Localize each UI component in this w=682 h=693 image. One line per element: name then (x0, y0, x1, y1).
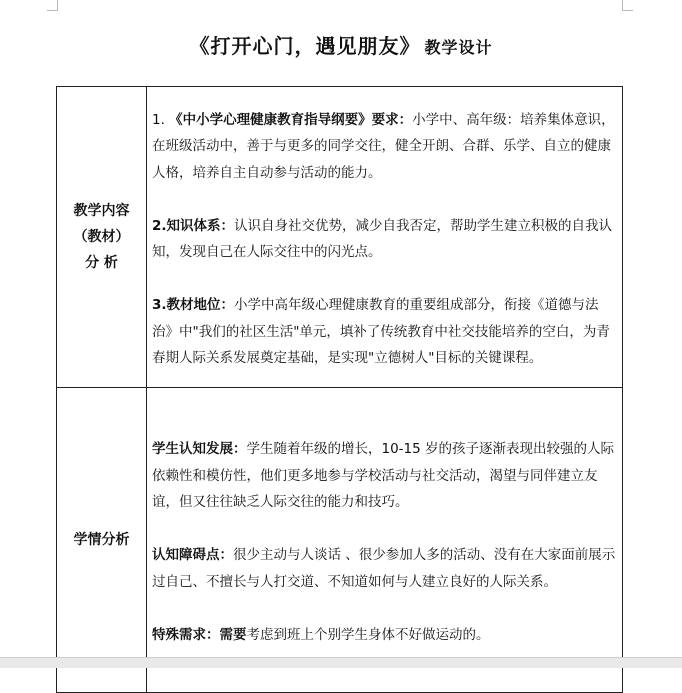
paragraph-text: 很少主动与人谈话 、很少参加人多的活动、没有在大家面前展示过自己、不擅长与人打交道、不知道如何与人建立良好的人际关系。 (152, 547, 616, 590)
table-row-content-analysis (57, 87, 623, 388)
paragraph-heading: 特殊需求：需要 (152, 626, 247, 643)
content-analysis-cell (147, 87, 623, 388)
paragraph-guideline (152, 107, 618, 187)
paragraph-heading: 认知障碍点： (152, 547, 233, 563)
margin-corner-top-right (622, 0, 633, 11)
paragraph-text: 考虑到班上个别学生身体不好做运动的。 (246, 626, 490, 643)
teaching-plan-table (56, 86, 623, 693)
title-suffix: 教学设计 (424, 38, 493, 57)
label-line: 教学内容 (73, 203, 130, 219)
paragraph-cognitive-barriers (152, 542, 618, 595)
paragraph-text: 学生随着年级的增长，10-15 岁的孩子逐渐表现出较强的人际依赖性和模仿性，他们更多地参与学校活动与社交活动，渴望与同伴建立友谊，但又往往缺乏人际交往的能力和技巧。 (152, 441, 615, 510)
row-label-content-analysis (57, 87, 147, 388)
paragraph-heading: 《中小学心理健康教育指导纲要》要求： (169, 111, 413, 128)
paragraph-number: 1. (152, 111, 170, 128)
paragraph-text: 小学中、高年级：培养集体意识，在班级活动中，善于与更多的同学交往，健全开朗、合群、乐学、自立的健康人格，培养自主自动参与活动的能力。 (152, 111, 615, 181)
paragraph-cognitive-development (152, 436, 618, 516)
paragraph-text: 小学中高年级心理健康教育的重要组成部分，衔接《道德与法治》中"我们的社区生活"单元，填补了传统教育中社交技能培养的空白，为青春期人际关系发展奠定基础，是实现"立德树人"目标的关键课程。 (152, 297, 610, 366)
paragraph-textbook-position (152, 292, 618, 372)
row-label-student-analysis: 学情分析 (57, 388, 147, 693)
margin-corner-top-left (47, 0, 58, 11)
table-row-student-analysis (57, 388, 623, 693)
paragraph-heading: 2.知识体系： (152, 217, 235, 234)
title-main: 《打开心门，遇见朋友》 (189, 34, 421, 58)
paragraph-text: 认识自身社交优势，减少自我否定，帮助学生建立积极的自我认知，发现自己在人际交往中的闪光点。 (152, 217, 613, 260)
paragraph-knowledge-system (152, 213, 618, 266)
status-bar (0, 657, 682, 668)
paragraph-special-needs (152, 622, 618, 649)
label-line: （教材） (73, 229, 130, 245)
paragraph-heading: 3.教材地位： (152, 297, 235, 313)
document-title (0, 30, 682, 59)
paragraph-heading: 学生认知发展： (152, 441, 247, 457)
label-line: 分 析 (85, 255, 118, 271)
student-analysis-cell (147, 388, 623, 693)
